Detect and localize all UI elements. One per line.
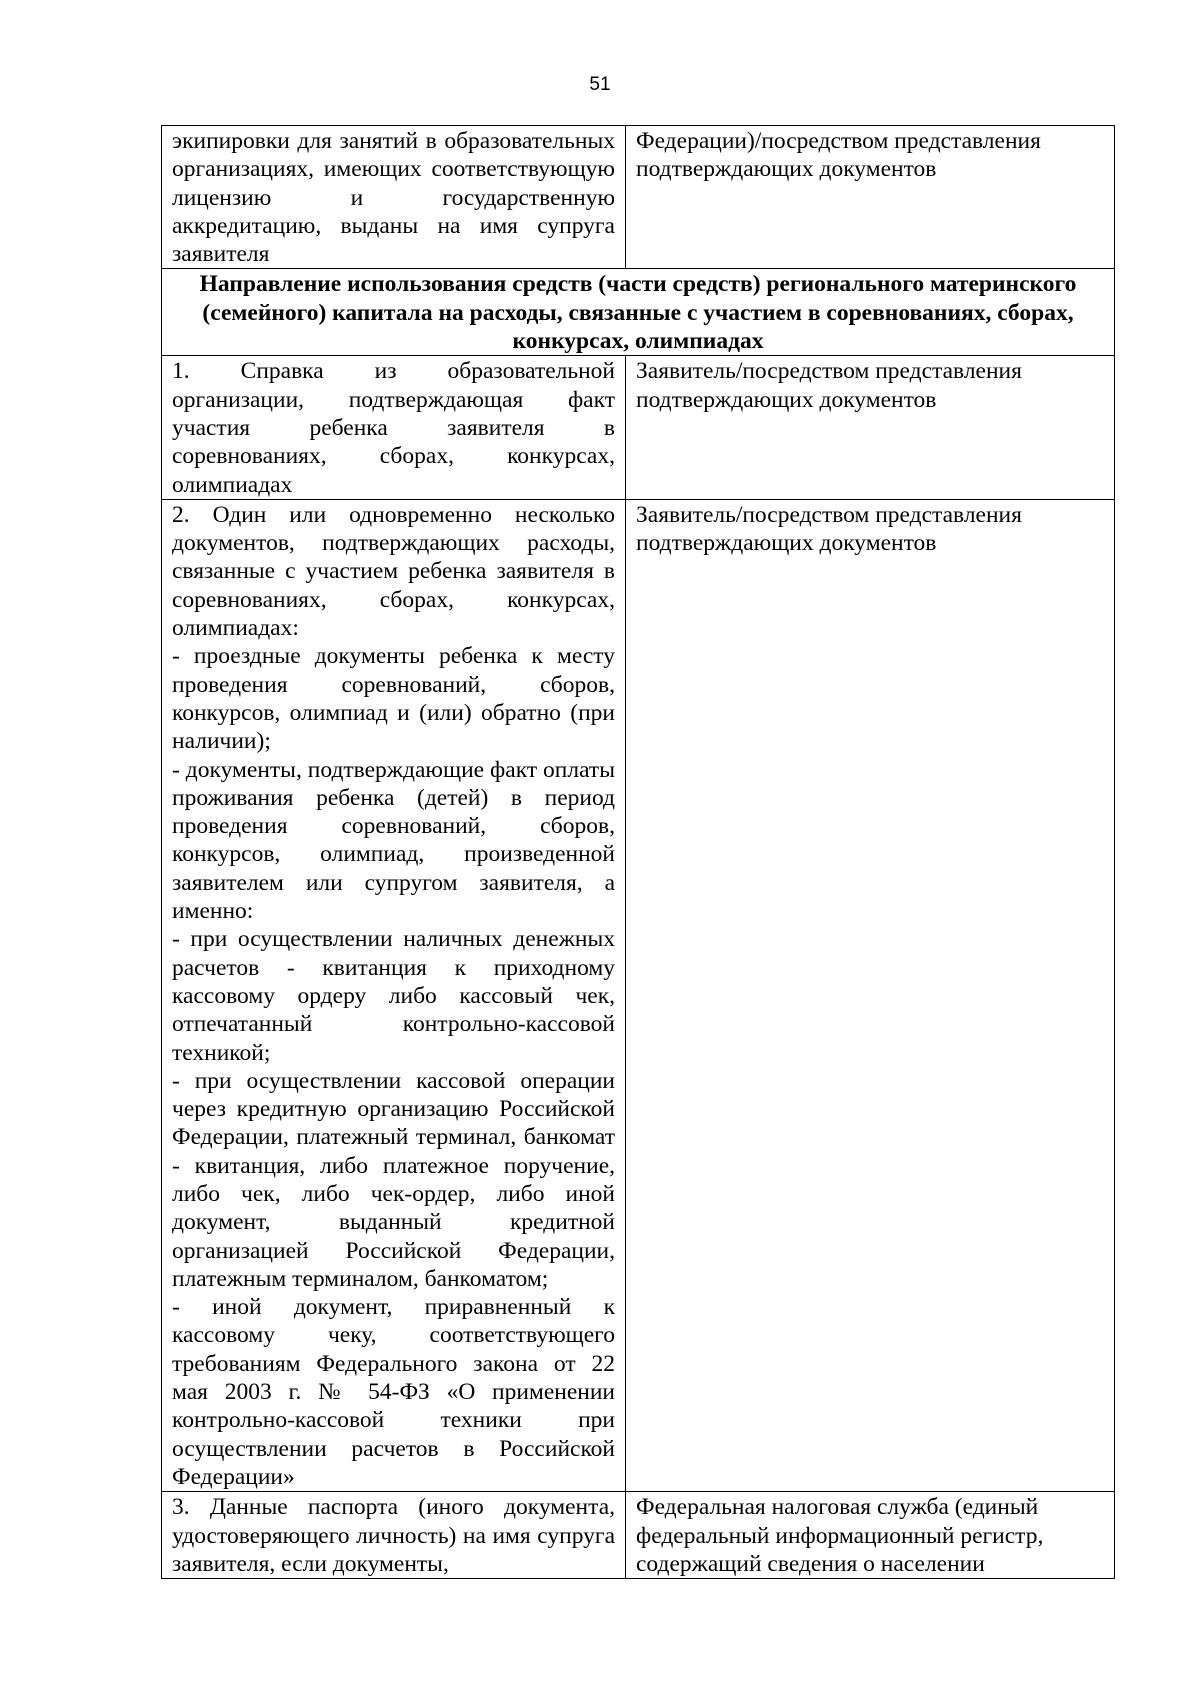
- document-text: - при осуществлении наличных денежных расчетов - квитанция к приходному кассовому ордеру либо кассовый чек, отпечатанный контрольно-кассовой техникой;: [172, 926, 615, 1066]
- document-text: - документы, подтверждающие факт оплаты проживания ребенка (детей) в период проведения соревнований, сборов, конкурсов, олимпиад, произведенной заявителем или супругом заявителя, а именно:: [172, 756, 615, 925]
- table-row: [162, 499, 1115, 1491]
- source-cell: Федеральная налоговая служба (единый федеральный информационный регистр, содержащий сведения о населении: [626, 1492, 1115, 1579]
- table-row: [162, 126, 1115, 269]
- source-cell: Заявитель/посредством представления подтверждающих документов: [626, 356, 1115, 499]
- document-text: - при осуществлении кассовой операции через кредитную организацию Российской Федерации, платежный терминал, банкомат - квитанция, либо платежное поручение, либо чек, либо чек-ордер, либо иной документ, выданный кредитной организацией Российской Федерации, платежным терминалом, банкоматом;: [172, 1067, 615, 1292]
- document-text: экипировки для занятий в образовательных организациях, имеющих соответствующую лицензию и государственную аккредитацию, выданы на имя супруга заявителя: [172, 128, 615, 268]
- document-cell: [162, 126, 626, 269]
- document-text: 3. Данные паспорта (иного документа, удостоверяющего личность) на имя супруга заявителя, если документы,: [172, 1494, 615, 1577]
- documents-table: [161, 125, 1115, 1579]
- document-text: 2. Один или одновременно несколько документов, подтверждающих расходы, связанные с участием ребенка заявителя в соревнованиях, сборах, конкурсах, олимпиадах:: [172, 501, 615, 642]
- document-text: 1. Справка из образовательной организации, подтверждающая факт участия ребенка заявителя в соревнованиях, сборах, конкурсах, олимпиадах: [172, 358, 615, 498]
- source-cell: Заявитель/посредством представления подтверждающих документов: [626, 499, 1115, 1491]
- table-row: [162, 356, 1115, 499]
- document-text: - иной документ, приравненный к кассовому чеку, соответствующего требованиям Федерального закона от 22 мая 2003 г. № 54-ФЗ «О применении контрольно-кассовой техники при осуществлении расчетов в Российской Федерации»: [172, 1294, 615, 1490]
- document-cell: [162, 1492, 626, 1579]
- document-cell: [162, 499, 626, 1491]
- section-heading: Направление использования средств (части средств) регионального материнского (семейного) капитала на расходы, связанные с участием в соревнованиях, сборах, конкурсах, олимпиадах: [162, 269, 1115, 356]
- document-cell: [162, 356, 626, 499]
- table-row: [162, 1492, 1115, 1579]
- source-cell: Федерации)/посредством представления подтверждающих документов: [626, 126, 1115, 269]
- section-heading-row: [162, 269, 1115, 356]
- document-text: - проездные документы ребенка к месту проведения соревнований, сборов, конкурсов, олимпиад и (или) обратно (при наличии);: [172, 643, 615, 755]
- page-number: 51: [589, 74, 611, 95]
